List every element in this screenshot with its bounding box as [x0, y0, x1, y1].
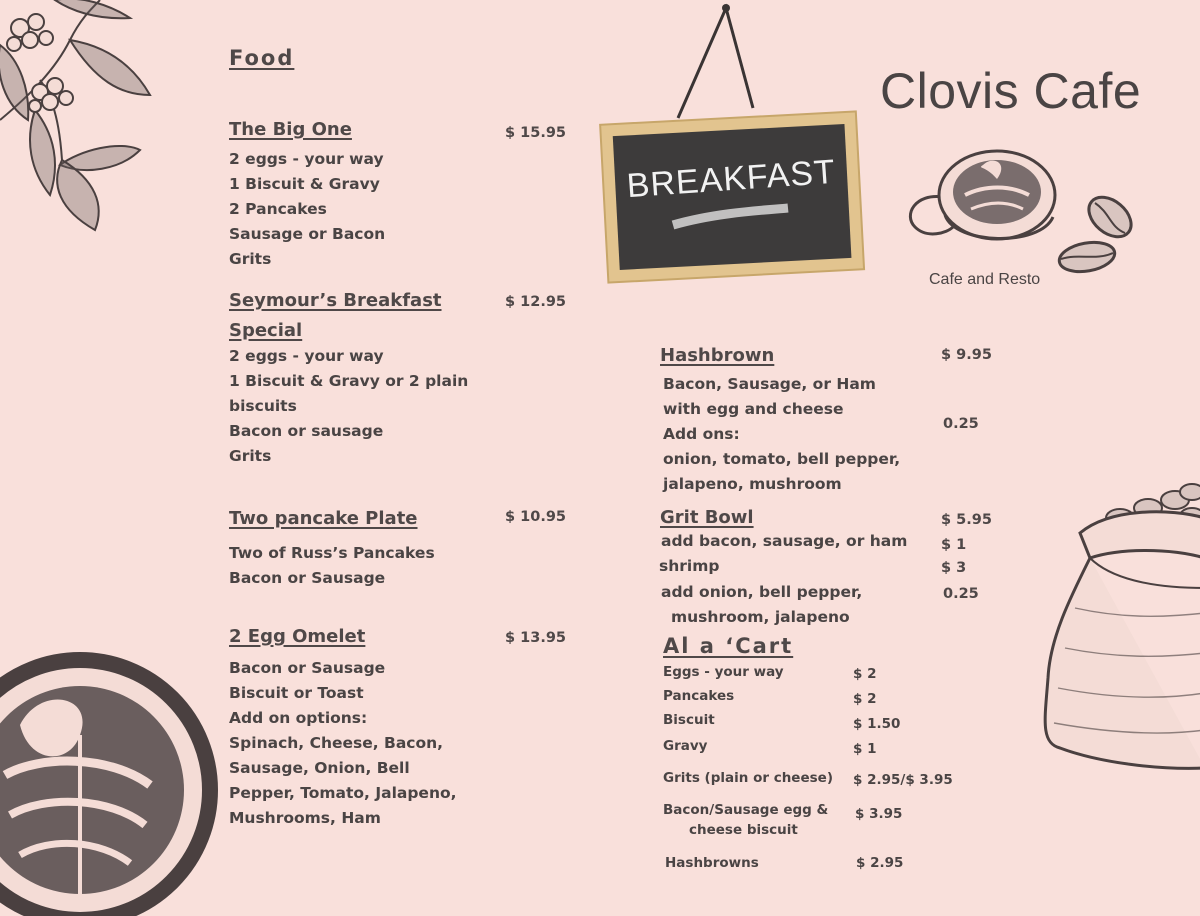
ala-cart-price: $ 1: [853, 741, 877, 757]
item-desc-big-one: [229, 147, 385, 272]
desc-line: Bacon or Sausage: [229, 569, 386, 587]
coffee-beans-icon: [1057, 189, 1139, 275]
ala-cart-item: Biscuit: [663, 712, 715, 728]
ala-cart-item: Hashbrowns: [665, 855, 759, 871]
ala-cart-price: $ 2: [853, 691, 877, 707]
desc-line: biscuits: [229, 397, 297, 415]
desc-line: Sausage, Onion, Bell: [229, 759, 410, 777]
ala-cart-price: $ 2.95: [856, 855, 904, 871]
grit-row-text: shrimp: [659, 557, 720, 575]
ala-cart-item: Pancakes: [663, 688, 735, 704]
chalkboard-text: BREAKFAST: [625, 152, 837, 206]
desc-line: 2 Pancakes: [229, 200, 327, 218]
desc-line: Bacon or Sausage: [229, 659, 386, 677]
desc-line: Bacon or sausage: [229, 422, 384, 440]
desc-line: Grits: [229, 447, 272, 465]
desc-line: onion, tomato, bell pepper,: [663, 450, 901, 468]
ala-cart-item: Gravy: [663, 738, 708, 754]
ala-cart-price: $ 3.95: [855, 806, 903, 822]
grit-row-text: add onion, bell pepper,: [661, 583, 863, 601]
item-desc-pancake-plate: [229, 541, 435, 591]
grit-row-price: 0.25: [943, 586, 979, 602]
item-name-pancake-plate: Two pancake Plate: [229, 508, 418, 529]
desc-line: Grits: [229, 250, 272, 268]
item-price-pancake-plate: $ 10.95: [505, 509, 567, 525]
coffee-branch-icon: [0, 0, 160, 235]
ala-cart-price: $ 2: [853, 666, 877, 682]
desc-line: Two of Russ’s Pancakes: [229, 544, 435, 562]
desc-line: Spinach, Cheese, Bacon,: [229, 734, 444, 752]
item-price-hashbrown: $ 9.95: [941, 347, 992, 363]
item-name-grit-bowl: Grit Bowl: [660, 507, 754, 528]
ala-cart-item: [663, 800, 828, 840]
item-price-grit-bowl: $ 5.95: [941, 512, 992, 528]
cafe-name: Clovis Cafe: [880, 63, 1142, 119]
desc-line: 1 Biscuit & Gravy: [229, 175, 380, 193]
cafe-tagline: Cafe and Resto: [929, 271, 1041, 288]
breakfast-chalkboard: [598, 0, 866, 295]
desc-line: Sausage or Bacon: [229, 225, 386, 243]
item-name-omelet: 2 Egg Omelet: [229, 626, 366, 647]
desc-line: Biscuit or Toast: [229, 684, 364, 702]
ala-cart-heading: Al a ‘Cart: [663, 634, 794, 658]
item-name-seymours: [229, 286, 442, 346]
item-name-line: Seymour’s Breakfast: [229, 290, 442, 311]
desc-line: Add ons:: [663, 425, 740, 443]
desc-line: 1 Biscuit & Gravy or 2 plain: [229, 372, 469, 390]
addon-price-hashbrown: 0.25: [943, 416, 979, 432]
grit-row-text: add bacon, sausage, or ham: [661, 532, 908, 550]
desc-line: 2 eggs - your way: [229, 347, 384, 365]
desc-line: 2 eggs - your way: [229, 150, 384, 168]
item-desc-hashbrown: [663, 372, 900, 497]
desc-line: Bacon, Sausage, or Ham: [663, 375, 876, 393]
desc-line: Mushrooms, Ham: [229, 809, 381, 827]
item-price-omelet: $ 13.95: [505, 630, 567, 646]
item-price-seymours: $ 12.95: [505, 294, 567, 310]
item-desc-omelet: [229, 656, 457, 831]
desc-line: Add on options:: [229, 709, 368, 727]
item-price-big-one: $ 15.95: [505, 125, 567, 141]
ala-cart-price: $ 1.50: [853, 716, 901, 732]
coffee-sack-icon: [1020, 478, 1200, 778]
ala-cart-price: $ 2.95/$ 3.95: [853, 772, 953, 788]
ala-cart-item: Eggs - your way: [663, 664, 784, 680]
desc-line: jalapeno, mushroom: [663, 475, 842, 493]
item-desc-seymours: [229, 344, 468, 469]
food-heading: Food: [229, 46, 295, 70]
item-name-line: Special: [229, 320, 303, 341]
grit-row-text: mushroom, jalapeno: [671, 608, 850, 626]
item-name-hashbrown: Hashbrown: [660, 345, 775, 366]
grit-row-price: $ 1: [941, 537, 967, 553]
latte-art-icon: [0, 615, 210, 916]
item-name-big-one: The Big One: [229, 119, 352, 140]
ala-cart-item: Grits (plain or cheese): [663, 770, 833, 786]
latte-cup-icon: [905, 135, 1145, 280]
ala-cart-item-line: Bacon/Sausage egg &: [663, 802, 829, 818]
desc-line: Pepper, Tomato, Jalapeno,: [229, 784, 457, 802]
desc-line: with egg and cheese: [663, 400, 844, 418]
ala-cart-item-line: cheese biscuit: [689, 822, 798, 838]
grit-row-price: $ 3: [941, 560, 967, 576]
